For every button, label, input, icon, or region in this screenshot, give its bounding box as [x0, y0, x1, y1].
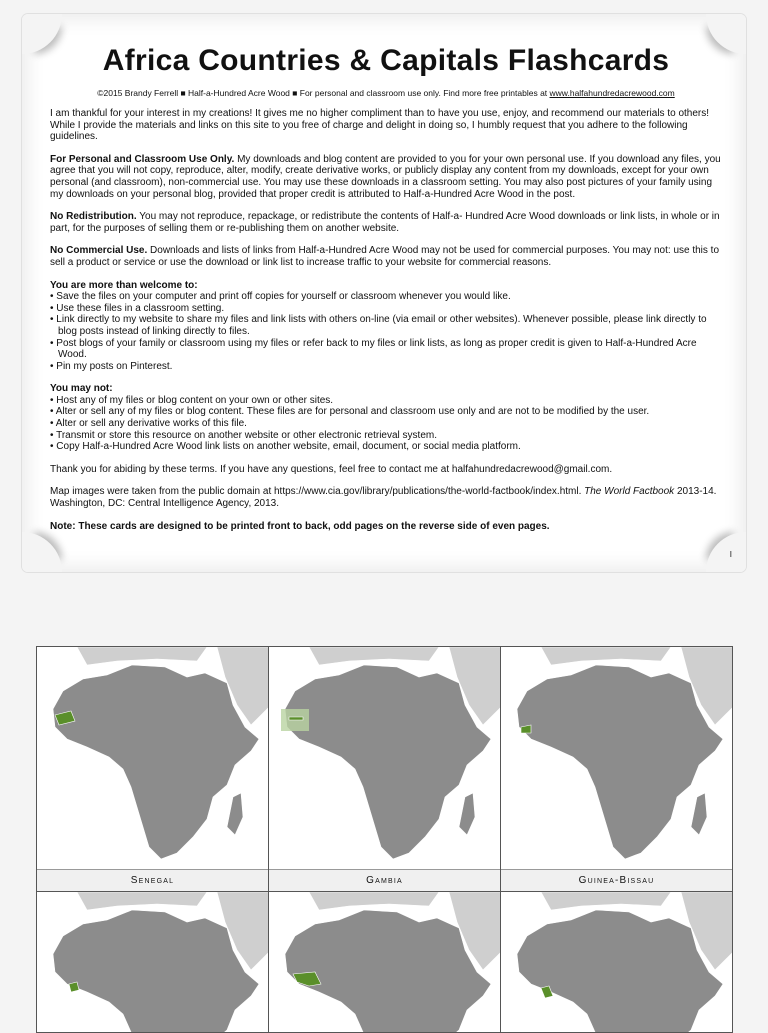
map-credit-text-2: 2013-14. Washington, DC: Central Intelligence Agency, 2013. [50, 486, 717, 510]
personal-use-body: My downloads and blog content are provided to you for your own personal use. If you download any files, you agree that you will not copy, reproduce, alter, modify, create derivative works, or publicly display any content from my downloads, except for your own personal (and classroom), non-commercial use. You may use these downloads in a classroom setting. You may also post pictures of your family using my downloads on your personal blog, provided that proper credit is attributed to Half-a-Hundred Acre Wood in the post. [50, 153, 721, 200]
map-credit-source: The World Factbook [584, 486, 675, 498]
welcome-list [50, 291, 722, 372]
flashcard [37, 892, 269, 1033]
europe-region [309, 892, 439, 910]
flashcard [37, 647, 269, 892]
page-title: Africa Countries & Capitals Flashcards [102, 44, 670, 77]
country-map [269, 892, 500, 1032]
africa-map-graphic [269, 647, 500, 869]
africa-map-graphic [37, 647, 268, 869]
madagascar-island [227, 793, 243, 835]
map-credit-text: Map images were taken from the public domain at https://www.cia.gov/library/publications/the-world-factbook/index.html. [50, 486, 585, 498]
redistribution-title: No Redistribution. [50, 211, 137, 223]
commercial-body: Downloads and lists of links from Half-a-Hundred Acre Wood may not be used for commercial purposes. You may not: use this to sell a product or service or use the download or link list to increase traffic to your website for commercial reasons. [50, 245, 720, 268]
africa-landmass [53, 665, 259, 859]
flashcard [501, 647, 733, 892]
africa-map-graphic [501, 647, 732, 869]
europe-region [541, 647, 671, 665]
europe-region [77, 647, 207, 665]
country-map [501, 892, 732, 1032]
may-not-list [50, 395, 722, 453]
redistribution-body: You may not reproduce, repackage, or redistribute the contents of Half-a- Hundred Acre Wood downloads or link lists, in whole or in part, for the purposes of selling them or re-publishing them on another website. [50, 211, 720, 234]
website-link[interactable]: www.halfahundredacrewood.com [549, 88, 675, 98]
list-item: • Transmit or store this resource on another website or other electronic retrieval system. [50, 430, 722, 442]
may-not-title: You may not: [50, 383, 113, 395]
list-item: • Link directly to my website to share my files and link lists with others on-line (via email or other websites). Whenever possible, please link directly to blog posts instead of linking directly to files. [50, 314, 722, 337]
personal-use-paragraph [50, 154, 722, 200]
thanks-paragraph: Thank you for abiding by these terms. If you have any questions, feel free to contact me at halfahundredacrewood@gmail.com. [50, 463, 613, 475]
europe-region [541, 892, 671, 910]
highlighted-country [289, 717, 303, 720]
madagascar-island [691, 793, 707, 835]
flashcard [501, 892, 733, 1033]
list-item: • Pin my posts on Pinterest. [50, 361, 722, 373]
list-item: • Post blogs of your family or classroom using my files or refer back to my files or link lists, as long as proper credit is given to Half-a-Hundred Acre Wood. [50, 338, 722, 361]
country-map [37, 892, 268, 1032]
flashcard [269, 892, 501, 1033]
list-item: • Save the files on your computer and print off copies for yourself or classroom whenever you would like. [50, 291, 722, 303]
list-item: • Alter or sell any derivative works of this file. [50, 418, 722, 430]
country-map [37, 647, 268, 869]
personal-use-title: For Personal and Classroom Use Only. [50, 153, 235, 165]
map-credit-paragraph [50, 486, 722, 509]
redistribution-paragraph [50, 211, 722, 234]
list-item: • Copy Half-a-Hundred Acre Wood link lists on another website, email, document, or social media platform. [50, 441, 722, 453]
copyright-line [50, 88, 722, 98]
country-map [501, 647, 732, 869]
country-name: Gambia [269, 869, 500, 891]
madagascar-island [459, 793, 475, 835]
commercial-paragraph [50, 245, 722, 268]
list-item: • Alter or sell any of my files or blog content. These files are for personal and classroom use only and are not to be modified by the user. [50, 406, 722, 418]
intro-paragraph: I am thankful for your interest in my creations! It gives me no higher compliment than to have you use, enjoy, and recommend our materials to others! While I provide the materials and links on this site to you free of charge and delight in doing so, I humbly request that you adhere to the following guidelines. [50, 108, 710, 143]
welcome-title: You are more than welcome to: [50, 279, 198, 291]
africa-map-graphic [37, 892, 268, 1032]
page-mark: I [729, 550, 732, 559]
copyright-text: ©2015 Brandy Ferrell ■ Half-a-Hundred Acre Wood ■ For personal and classroom use only. Find more free printables at [97, 88, 550, 98]
flashcard-grid [36, 646, 733, 1033]
terms-content [50, 44, 722, 542]
commercial-title: No Commercial Use. [50, 245, 148, 257]
flashcard [269, 647, 501, 892]
africa-landmass [517, 665, 723, 859]
africa-map-graphic [501, 892, 732, 1032]
country-name: Guinea-Bissau [501, 869, 732, 891]
print-note: Note: These cards are designed to be printed front to back, odd pages on the reverse side of even pages. [50, 520, 550, 532]
list-item: • Use these files in a classroom setting. [50, 303, 722, 315]
terms-sheet [22, 14, 746, 572]
africa-landmass [285, 665, 491, 859]
list-item: • Host any of my files or blog content on your own or other sites. [50, 395, 722, 407]
country-name: Senegal [37, 869, 268, 891]
highlighted-country [69, 982, 79, 992]
europe-region [77, 892, 207, 910]
europe-region [309, 647, 439, 665]
africa-map-graphic [269, 892, 500, 1032]
country-map [269, 647, 500, 869]
